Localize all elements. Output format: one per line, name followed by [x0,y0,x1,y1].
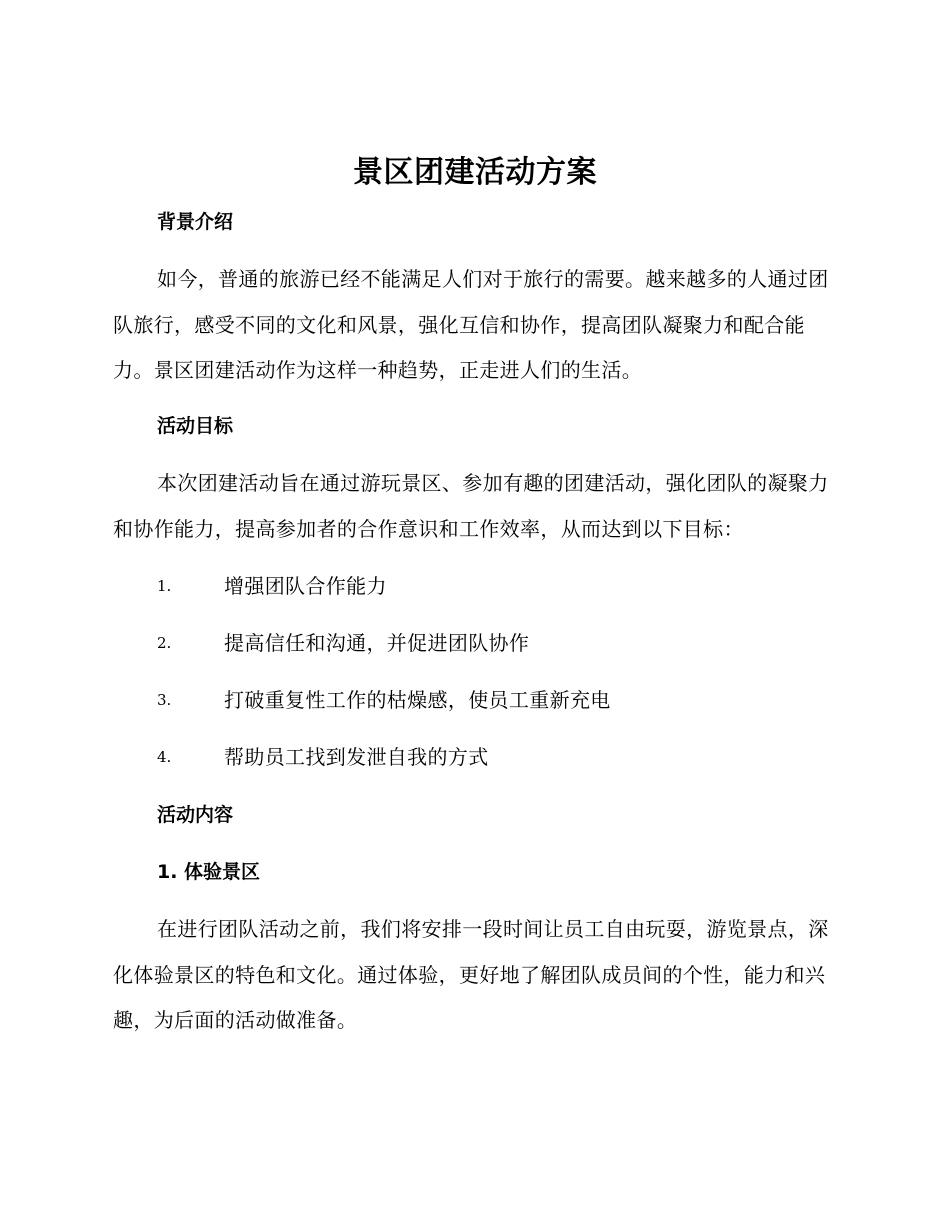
list-item-text: 帮助员工找到发泄自我的方式 [224,745,489,769]
list-item-number: 4. [157,748,172,766]
list-item-text: 打破重复性工作的枯燥感，使员工重新充电 [224,688,611,712]
document-title: 景区团建活动方案 [353,155,597,190]
goals-paragraph: 本次团建活动旨在通过游玩景区、参加有趣的团建活动，强化团队的凝聚力和协作能力，提高参加者的合作意识和工作效率，从而达到以下目标： [113,471,829,541]
content-paragraph: 在进行团队活动之前，我们将安排一段时间让员工自由玩耍，游览景点，深化体验景区的特色和文化。通过体验，更好地了解团队成员间的个性，能力和兴趣，为后面的活动做准备。 [113,917,829,1032]
section-heading-content: 活动内容 [157,804,234,826]
list-item [157,742,757,772]
list-item-text: 增强团队合作能力 [224,574,387,598]
list-item-text: 提高信任和沟通，并促进团队协作 [224,631,530,655]
list-item [157,685,757,715]
subsection-heading-experience: 1. 体验景区 [157,861,261,883]
section-heading-background: 背景介绍 [157,211,234,233]
list-item [157,628,757,658]
list-item-number: 2. [157,634,172,652]
section-heading-goals: 活动目标 [157,415,234,437]
list-item [157,571,757,601]
list-item-number: 3. [157,691,172,709]
background-paragraph: 如今，普通的旅游已经不能满足人们对于旅行的需要。越来越多的人通过团队旅行，感受不同的文化和风景，强化互信和协作，提高团队凝聚力和配合能力。景区团建活动作为这样一种趋势，正走进人们的生活。 [113,267,829,382]
list-item-number: 1. [157,577,172,595]
